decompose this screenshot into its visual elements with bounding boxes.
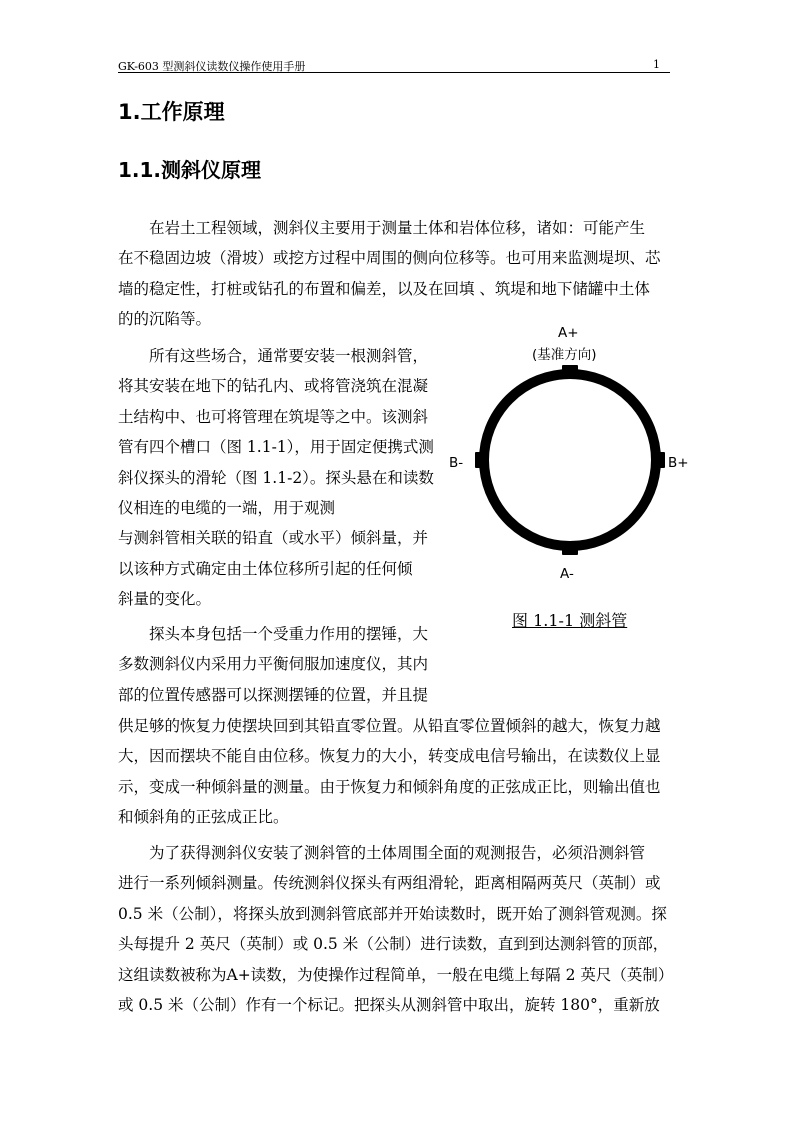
- text-line: 探头本身包括一个受重力作用的摆锤，大: [149, 625, 429, 643]
- text-line: 墙的稳定性，打桩或钻孔的布置和偏差，以及在回填 、筑堤和地下储罐中土体: [118, 279, 650, 298]
- text-line: 这组读数被称为A+读数，为使操作过程简单，一般在电缆上每隔 2 英尺（英制）: [118, 965, 674, 984]
- label-b-plus: B+: [668, 455, 689, 471]
- page-header: [118, 56, 670, 73]
- text-line: 以该种方式确定由土体位移所引起的任何倾: [118, 559, 413, 578]
- header-title: GK-603 型测斜仪读数仪操作使用手册: [118, 60, 306, 73]
- text-line: 管有四个槽口（图 1.1-1），用于固定便携式测: [118, 438, 434, 457]
- text-line: 进行一系列倾斜测量。传统测斜仪探头有两组滑轮，距离相隔两英尺（英制）或: [118, 874, 661, 893]
- groove-a-plus: [562, 365, 578, 378]
- text-line: 为了获得测斜仪安装了测斜管的土体周围全面的观测报告，必须沿测斜管: [149, 844, 646, 862]
- groove-a-minus: [562, 542, 578, 555]
- text-line: 和倾斜角的正弦成正比。: [118, 808, 289, 827]
- paragraph-3a: [118, 619, 434, 710]
- text-line: 示，变成一种倾斜量的测量。由于恢复力和倾斜角度的正弦成正比，则输出值也: [118, 777, 661, 796]
- text-line: 仪相连的电缆的一端，用于观测: [118, 499, 336, 518]
- text-line: 将其安装在地下的钻孔内、或将管浇筑在混凝: [118, 377, 429, 396]
- text-line: 土结构中、也可将管理在筑堤等之中。该测斜: [118, 407, 429, 426]
- text-line: 斜量的变化。: [118, 590, 212, 609]
- groove-b-minus: [475, 452, 488, 468]
- text-line: 大，因而摆块不能自由位移。恢复力的大小，转变成电信号输出，在读数仪上显: [118, 747, 661, 766]
- text-line: 斜仪探头的滑轮（图 1.1-2）。探头悬在和读数: [118, 468, 434, 487]
- casing-grooves: [475, 365, 665, 555]
- text-line: 供足够的恢复力使摆块回到其铅直零位置。从铅直零位置倾斜的越大，恢复力越: [118, 717, 661, 735]
- label-a-minus: A-: [560, 566, 574, 582]
- paragraph-2: [118, 341, 434, 615]
- paragraph-3b: [118, 711, 674, 833]
- casing-ring: [484, 374, 656, 546]
- heading-1: 1.工作原理: [118, 100, 225, 124]
- text-line: 与测斜管相关联的铅直（或水平）倾斜量，并: [118, 529, 429, 548]
- paragraph-1: [118, 213, 674, 335]
- label-reference-direction: (基准方向): [532, 347, 597, 363]
- text-line: 多数测斜仪内采用力平衡伺服加速度仪，其内: [118, 655, 429, 674]
- figure-caption: 图 1.1-1 测斜管: [512, 611, 628, 630]
- label-a-plus: A+: [558, 325, 579, 341]
- groove-b-plus: [652, 452, 665, 468]
- paragraph-4: [118, 838, 674, 1020]
- text-line: 头每提升 2 英尺（英制）或 0.5 米（公制）进行读数，直到到达测斜管的顶部，: [118, 935, 669, 954]
- text-line: 在岩土工程领域，测斜仪主要用于测量土体和岩体位移，诸如：可能产生: [149, 219, 646, 237]
- heading-2: 1.1.测斜仪原理: [118, 158, 262, 182]
- text-line: 在不稳固边坡（滑坡）或挖方过程中周围的侧向位移等。也可用来监测堤坝、芯: [118, 249, 661, 268]
- text-line: 部的位置传感器可以探测摆锤的位置，并且提: [118, 685, 429, 704]
- label-b-minus: B-: [449, 455, 464, 471]
- text-line: 或 0.5 米（公制）作有一个标记。把探头从测斜管中取出，旋转 180°，重新放: [118, 996, 660, 1015]
- text-line: 0.5 米（公制），将探头放到测斜管底部并开始读数时，既开始了测斜管观测。探: [118, 904, 667, 923]
- inclinometer-casing-figure: [440, 318, 700, 638]
- text-line: 的的沉陷等。: [118, 310, 212, 329]
- text-line: 所有这些场合，通常要安装一根测斜管，: [149, 347, 429, 365]
- page-number: 1: [653, 58, 660, 71]
